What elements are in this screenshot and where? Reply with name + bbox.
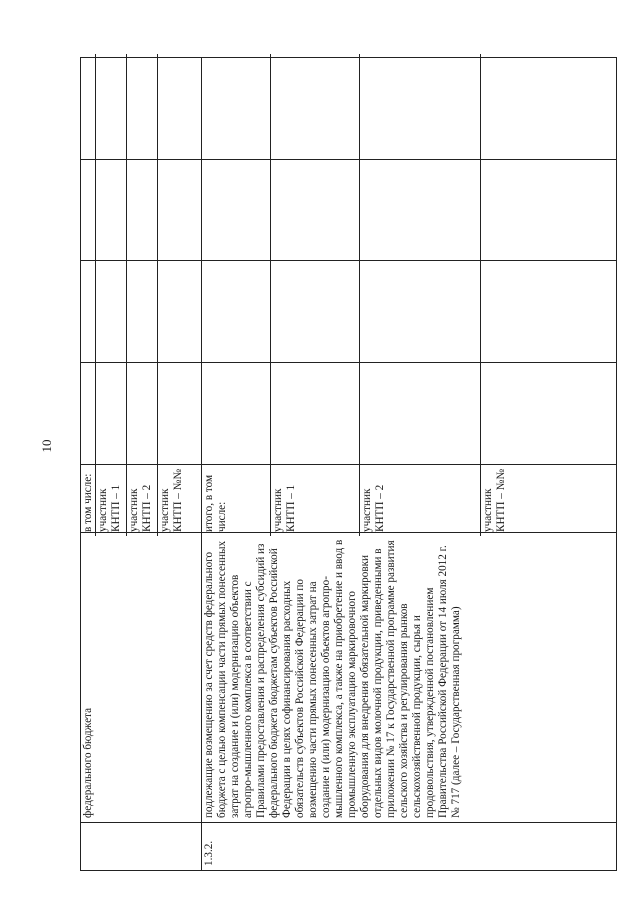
participant-label: участник КНТП – №№ — [482, 469, 507, 532]
participant-label: участник КНТП – 1 — [96, 461, 127, 536]
participants-cell — [202, 465, 617, 533]
value-cell — [81, 58, 202, 160]
description-cell: федерального бюджета — [81, 533, 202, 823]
value-cell — [81, 159, 202, 261]
participant-label: итого, в том числе: — [202, 461, 271, 536]
budget-table — [80, 57, 617, 871]
participant-label: участник КНТП – 2 — [127, 461, 158, 536]
table-container — [80, 57, 617, 871]
table-row — [81, 58, 202, 871]
value-cell — [202, 159, 617, 261]
value-cell — [81, 363, 202, 465]
page-number: 10 — [39, 439, 54, 453]
value-cell — [202, 261, 617, 363]
participants-cell — [81, 465, 202, 533]
participant-label: в том числе: — [81, 461, 96, 536]
table-row — [202, 58, 617, 871]
value-cell — [202, 363, 617, 465]
rotated-sheet — [80, 57, 617, 871]
value-cell — [81, 261, 202, 363]
value-cell — [202, 58, 617, 160]
row-number-cell — [81, 823, 202, 871]
description-cell: подлежащие возмещению за счет средств федерального бюджета с целью компенсации части прямых понесенных затрат на создание и (или) модернизацию объектов агропро-мышленного комплекса в соответствии с Правилами предоставления и распределения субсидий из федерального бюджета бюджетам субъектов Российской Федерации в целях софинансирования расходных обязательств субъектов Российской Федерации по возмещению части прямых понесенных затрат на создание и (или) модернизацию объектов агропро-мышленного комплекса, а также на приобретение и ввод в промышленную эксплуатацию маркировочного оборудования для внедрения обязательной маркировки отдельных видов молочной продукции, приведенными в приложении № 17 к Государственной программе развития сельского хозяйства и регулирования рынков сельскохозяйственной продукции, сырья и продовольствия, утвержденной постановлением Правительства Российской Федерации от 14 июля 2012 г. № 717 (далее – Государственная программа) — [202, 533, 617, 823]
participant-label: участник КНТП – 2 — [360, 461, 481, 536]
participant-label: участник КНТП – №№ — [159, 469, 184, 532]
row-number-cell: 1.3.2. — [202, 823, 617, 871]
participant-label: участник КНТП – 1 — [271, 461, 360, 536]
